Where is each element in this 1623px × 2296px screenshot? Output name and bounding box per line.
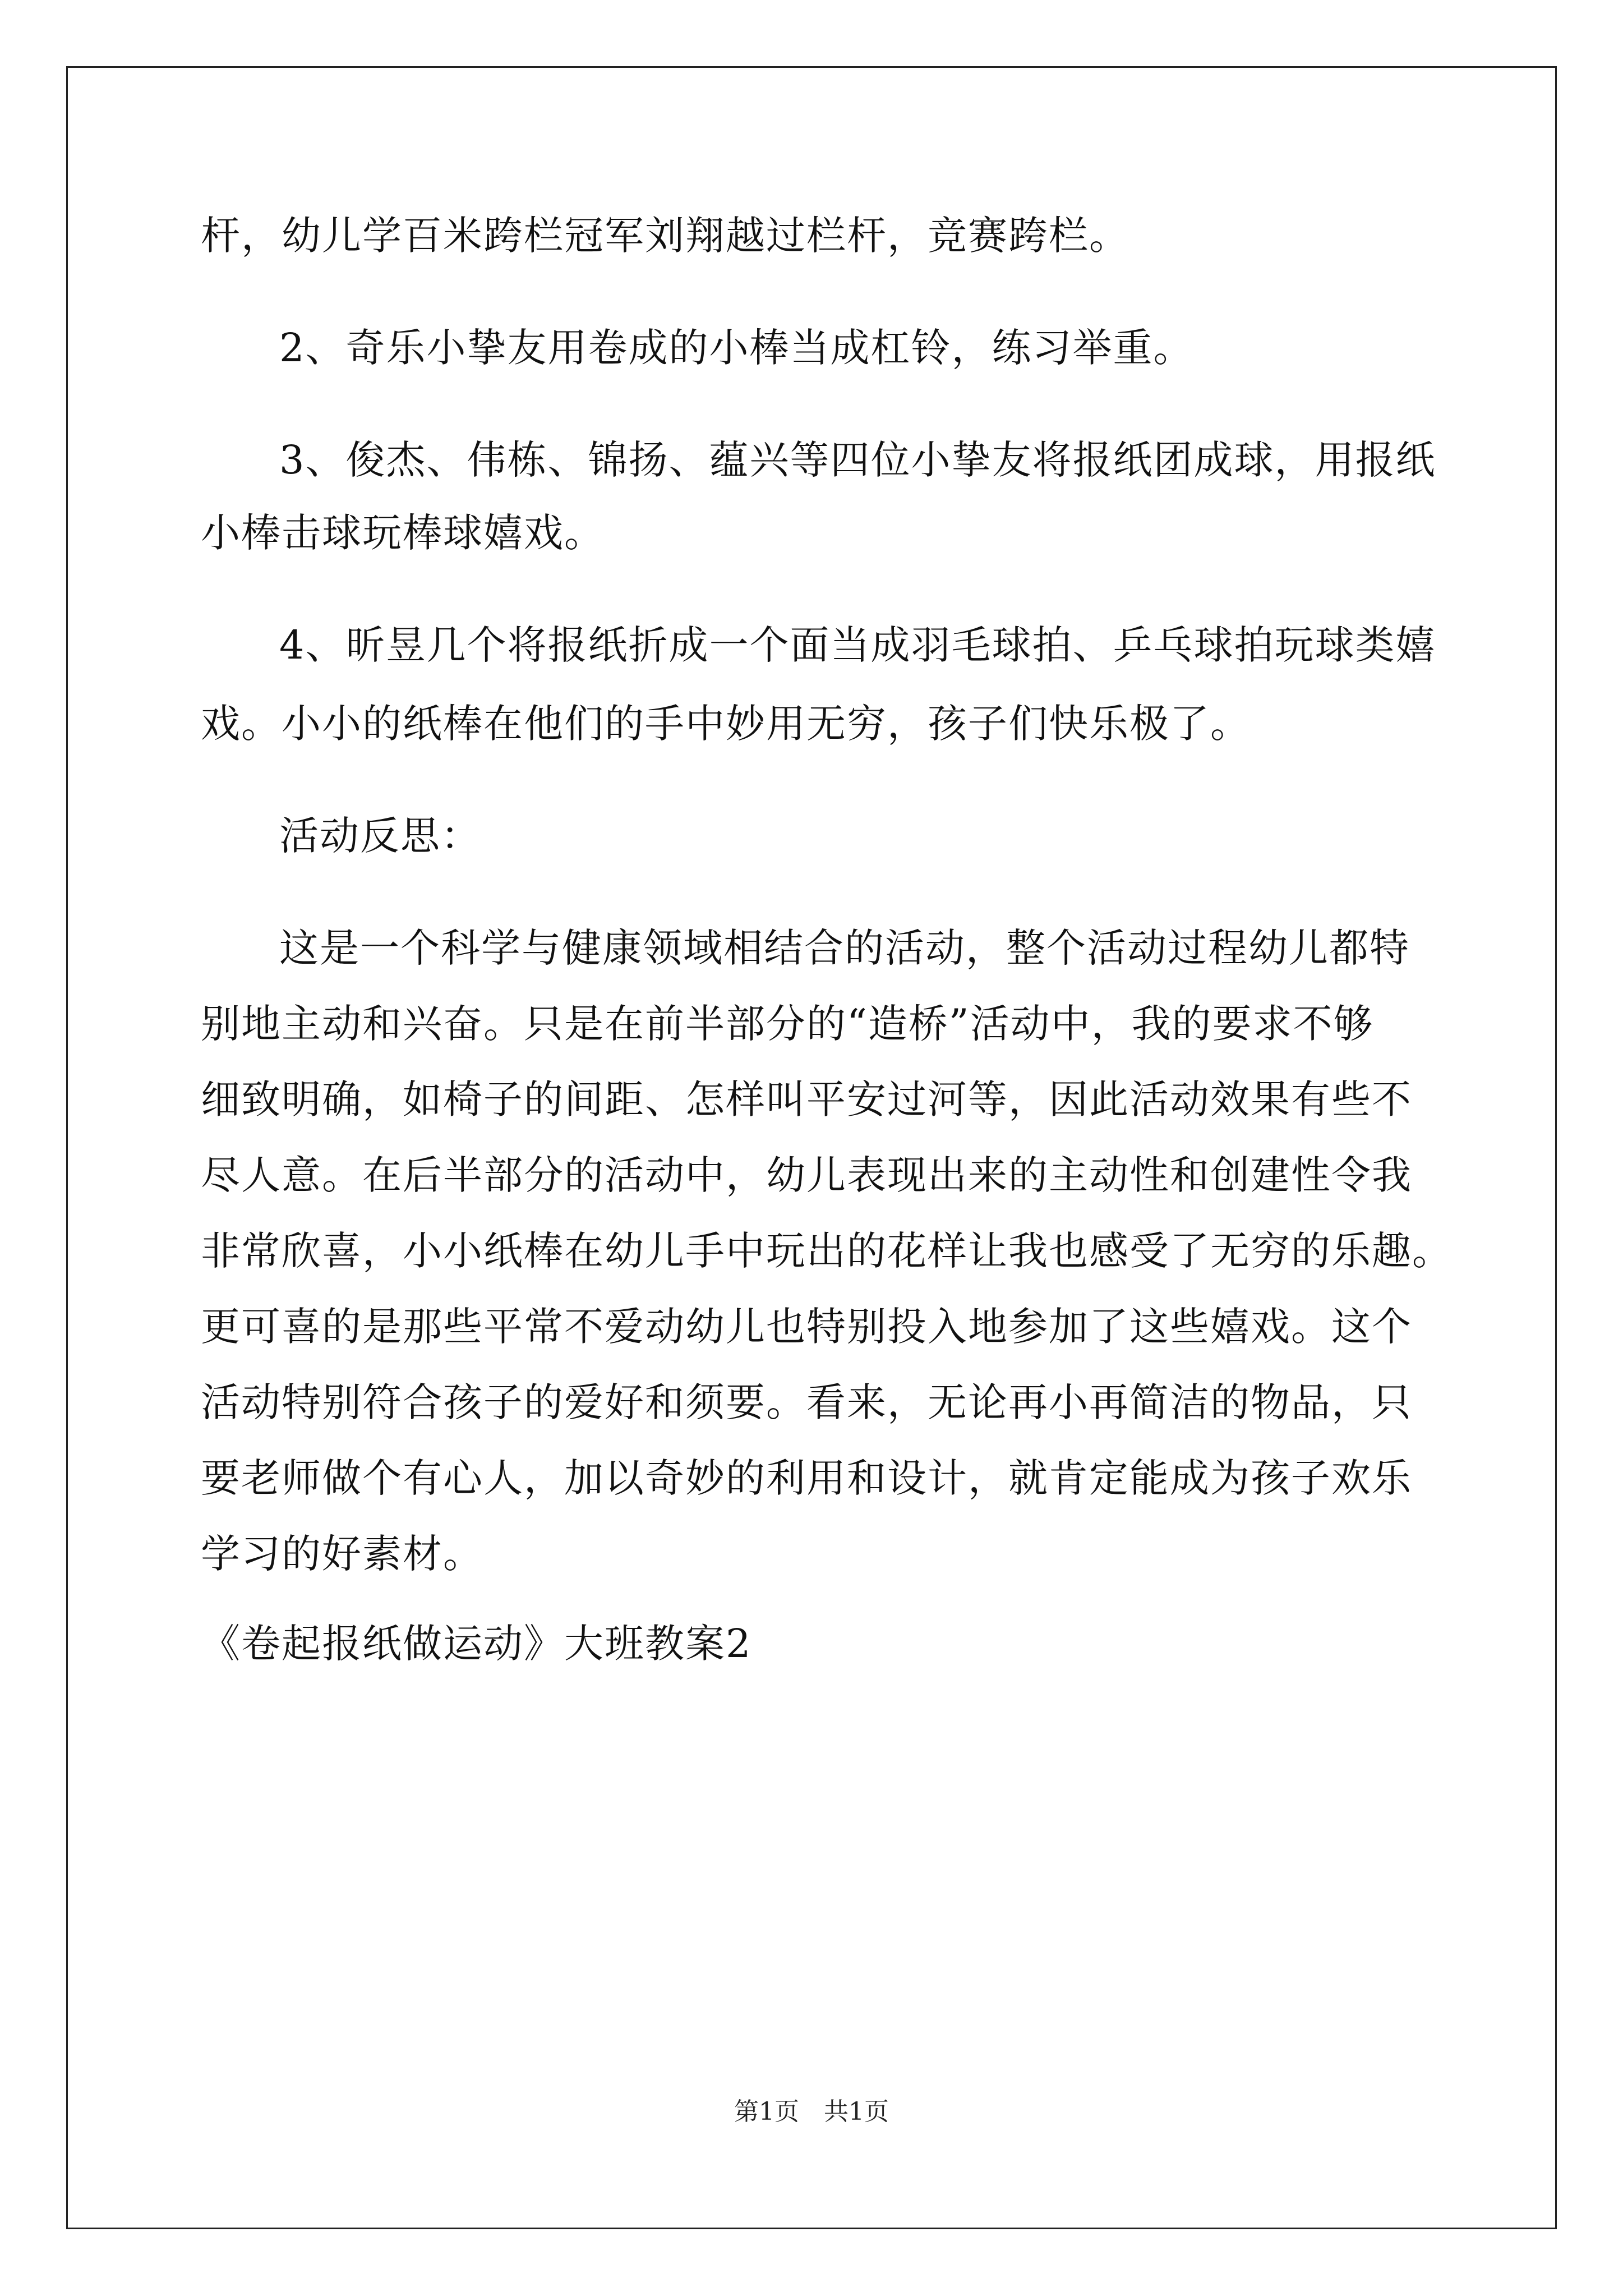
text-line: 活动特别符合孩子的爱好和须要。看来，无论再小再简洁的物品，只 bbox=[201, 1379, 1412, 1425]
text-line: 要老师做个有心人，加以奇妙的利用和设计，就肯定能成为孩子欢乐 bbox=[201, 1455, 1412, 1501]
page-number: 第1页 共1页 bbox=[734, 2097, 889, 2126]
section-heading: 活动反思： bbox=[279, 813, 481, 859]
text-line: 更可喜的是那些平常不爱动幼儿也特别投入地参加了这些嬉戏。这个 bbox=[201, 1304, 1412, 1350]
text-line: 细致明确，如椅子的间距、怎样叫平安过河等，因此活动效果有些不 bbox=[201, 1076, 1412, 1122]
text-line: 这是一个科学与健康领域相结合的活动，整个活动过程幼儿都特 bbox=[279, 925, 1410, 971]
text-line: 尽人意。在后半部分的活动中，幼儿表现出来的主动性和创建性令我 bbox=[201, 1152, 1412, 1198]
document-subtitle: 《卷起报纸做运动》大班教案2 bbox=[201, 1621, 752, 1667]
text-line: 小棒击球玩棒球嬉戏。 bbox=[201, 510, 605, 556]
text-line: 别地主动和兴奋。只是在前半部分的“造桥”活动中，我的要求不够 bbox=[201, 1001, 1374, 1047]
text-line: 3、俊杰、伟栋、锦扬、蕴兴等四位小挚友将报纸团成球，用报纸 bbox=[279, 437, 1436, 483]
text-line: 杆，幼儿学百米跨栏冠军刘翔越过栏杆，竞赛跨栏。 bbox=[201, 213, 1129, 259]
text-line: 戏。小小的纸棒在他们的手中妙用无穷，孩子们快乐极了。 bbox=[201, 701, 1251, 747]
text-line: 非常欣喜，小小纸棒在幼儿手中玩出的花样让我也感受了无穷的乐趣。 bbox=[201, 1228, 1453, 1274]
text-line: 4、昕昱几个将报纸折成一个面当成羽毛球拍、乒乓球拍玩球类嬉 bbox=[279, 622, 1436, 668]
text-line: 2、奇乐小挚友用卷成的小棒当成杠铃，练习举重。 bbox=[279, 325, 1194, 371]
text-line: 学习的好素材。 bbox=[201, 1531, 483, 1577]
